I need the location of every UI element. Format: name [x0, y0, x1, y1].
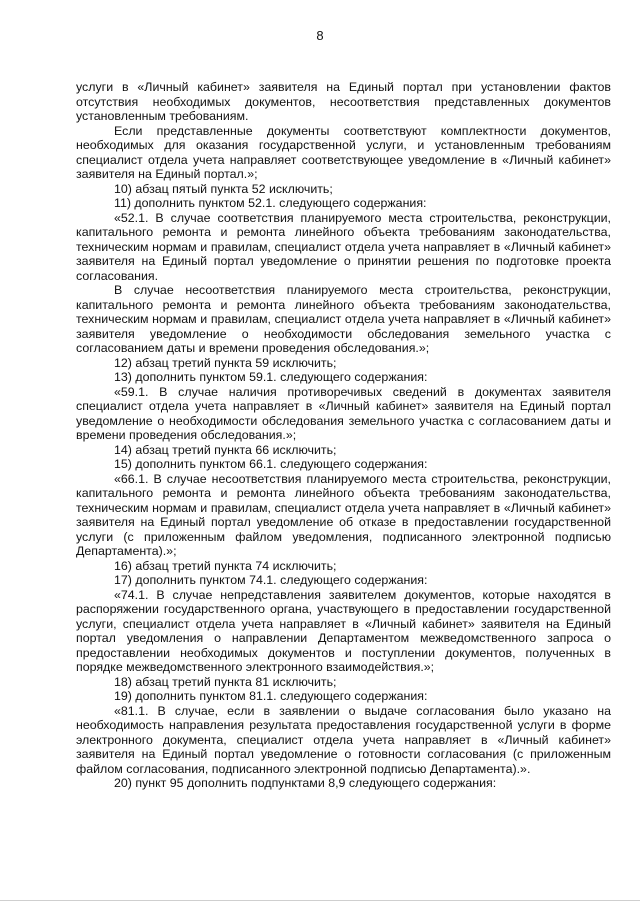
paragraph: 19) дополнить пунктом 81.1. следующего содержания:	[114, 689, 428, 703]
paragraph: 20) пункт 95 дополнить подпунктами 8,9 следующего содержания:	[114, 776, 497, 790]
paragraph: 11) дополнить пунктом 52.1. следующего содержания:	[114, 196, 427, 210]
page-number: 8	[316, 28, 324, 43]
paragraph: 10) абзац пятый пункта 52 исключить;	[114, 181, 333, 196]
paragraph: «81.1. В случае, если в заявлении о выдаче согласования было указано на необходимость направления результата предоставления государственной услуги в форме электронного документа, специалист отдела учета направляет в «Личный кабинет» заявителя на Единый портал уведомление о готовности согласования (с приложенным файлом согласования, подписанного электронной подписью Департамента).».	[76, 703, 611, 776]
paragraph: В случае несоответствия планируемого места строительства, реконструкции, капитального ремонта и ремонта линейного объекта требованиям законодательства, техническим нормам и правилам, специалист отдела учета направляет в «Личный кабинет» заявителя уведомление о необходимости обследования земельного участка с согласованием даты и времени проведения обследования.»;	[76, 283, 611, 355]
paragraph: 12) абзац третий пункта 59 исключить;	[114, 355, 337, 370]
paragraph: «59.1. В случае наличия противоречивых сведений в документах заявителя специалист отдела учета направляет в «Личный кабинет» заявителя на Единый портал уведомление о необходимости обследования земельного участка с согласованием даты и времени проведения обследования.»;	[76, 384, 611, 442]
paragraph: 18) абзац третий пункта 81 исключить;	[114, 674, 337, 689]
paragraph: «74.1. В случае непредставления заявителем документов, которые находятся в распоряжении государственного органа, участвующего в предоставлении государственной услуги, специалист отдела учета направляет в «Личный кабинет» заявителя на Единый портал уведомления о направлении Департаментом межведомственного запроса о предоставлении необходимых документов и поступлении документов, полученных в порядке межведомственного электронного взаимодействия.»;	[76, 587, 611, 674]
paragraph: 13) дополнить пунктом 59.1. следующего содержания:	[114, 370, 428, 384]
paragraph: 14) абзац третий пункта 66 исключить;	[114, 442, 337, 457]
page-bottom-rule	[0, 900, 640, 901]
paragraph: Если представленные документы соответствуют комплектности документов, необходимых для оказания государственной услуги, и установленным требованиям специалист отдела учета направляет соответствующее уведомление в «Личный кабинет» заявителя на Единый портал.»;	[76, 123, 611, 181]
paragraph: 15) дополнить пунктом 66.1. следующего содержания:	[114, 457, 428, 471]
paragraph: 17) дополнить пунктом 74.1. следующего содержания:	[114, 573, 428, 587]
document-body	[76, 80, 611, 791]
paragraph: услуги в «Личный кабинет» заявителя на Единый портал при установлении фактов отсутствия необходимых документов, несоответствия представленных документов установленным требованиям.	[76, 80, 611, 123]
paragraph: «66.1. В случае несоответствия планируемого места строительства, реконструкции, капитального ремонта и ремонта линейного объекта требованиям законодательства, техническим нормам и правилам, специалист отдела учета направляет в «Личный кабинет» заявителя на Единый портал уведомление об отказе в предоставлении государственной услуги (с приложенным файлом уведомления, подписанного электронной подписью Департамента).»;	[76, 471, 611, 558]
paragraph: 16) абзац третий пункта 74 исключить;	[114, 558, 337, 573]
paragraph: «52.1. В случае соответствия планируемого места строительства, реконструкции, капитального ремонта и ремонта линейного объекта требованиям законодательства, техническим нормам и правилам, специалист отдела учета направляет в «Личный кабинет» заявителя на Единый портал уведомление о принятии решения по подготовке проекта согласования.	[76, 210, 611, 283]
